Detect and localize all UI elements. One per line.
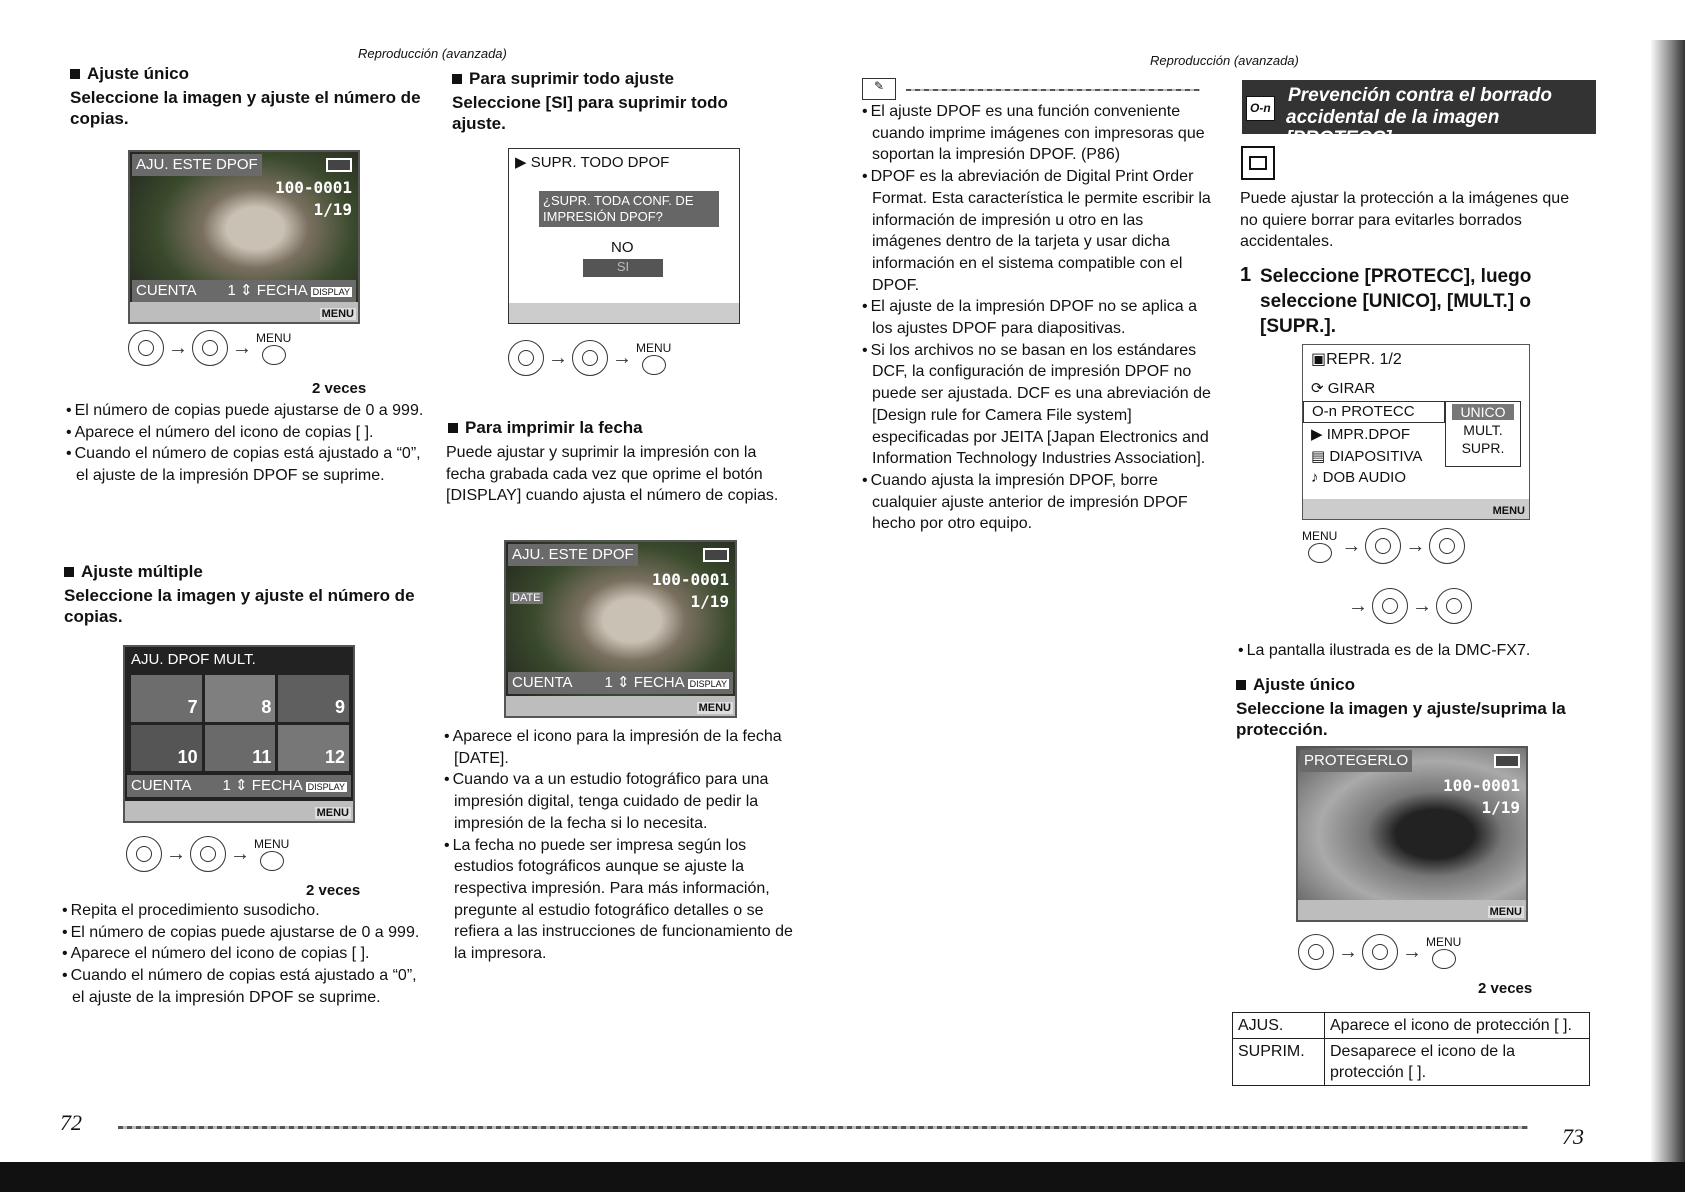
arrow-icon: → bbox=[548, 346, 568, 369]
menu-item-dpof[interactable]: ▶ IMPR.DPOF bbox=[1311, 426, 1411, 443]
cursor-pad-icon bbox=[1362, 934, 1398, 970]
bullet-item: • Cuando el número de copias está ajustado a “0”, el ajuste de la impresión DPOF se suprime. bbox=[64, 443, 424, 486]
arrow-icon: → bbox=[1402, 940, 1422, 963]
thumbnail: 9 bbox=[278, 675, 349, 722]
nav-sequence-2 bbox=[126, 836, 289, 872]
protection-table bbox=[1232, 1012, 1590, 1086]
table-key: AJUS. bbox=[1233, 1013, 1325, 1039]
nav-sequence-1 bbox=[128, 330, 291, 366]
table-key: SUPRIM. bbox=[1233, 1039, 1325, 1086]
arrow-icon: → bbox=[230, 842, 250, 865]
arrow-icon: → bbox=[612, 346, 632, 369]
camera-screen-protect bbox=[1296, 746, 1528, 922]
no-option[interactable]: NO bbox=[611, 239, 634, 256]
cursor-pad-icon bbox=[1365, 528, 1401, 564]
battery-icon bbox=[1494, 754, 1520, 768]
cursor-pad-icon bbox=[128, 330, 164, 366]
dashed-divider bbox=[906, 89, 1200, 91]
arrow-icon: → bbox=[168, 336, 188, 359]
arrow-icon: → bbox=[166, 842, 186, 865]
arrow-icon: → bbox=[1412, 594, 1432, 617]
banner-title-line1: Prevención contra el borrado bbox=[1288, 85, 1552, 106]
step-instruction: Seleccione [PROTECC], luego seleccione [UNICO], [MULT.] o [SUPR.]. bbox=[1260, 266, 1532, 337]
delete-all-heading: Para suprimir todo ajuste bbox=[452, 69, 674, 89]
protect-intro: Puede ajustar la protección a la imágenes que no quiere borrar para evitarles borrados accidentales. bbox=[1240, 190, 1570, 250]
bullet-item: • Si los archivos no se basan en los estándares DCF, la configuración de impresión DPOF no puede ser ajustada. DCF es una abreviación de [Design rule for Camera File system] especificadas por JEITA [Japan Electronics and Information Technology Industries Association]. bbox=[860, 340, 1212, 470]
protect-single-instruction: Seleccione la imagen y ajuste/suprima la protección. bbox=[1236, 699, 1566, 739]
screen-title: PROTEGERLO bbox=[1300, 750, 1412, 772]
bullet-item: • Cuando va a un estudio fotográfico para una impresión digital, tenga cuidado de pedir la impresión de la fecha si lo necesita. bbox=[442, 769, 798, 834]
file-counter: 100-0001 bbox=[1442, 776, 1520, 795]
cursor-pad-icon bbox=[192, 330, 228, 366]
key-icon: O-n bbox=[1312, 403, 1338, 420]
date-tag: DATE bbox=[512, 592, 541, 604]
print-date-heading: Para imprimir la fecha bbox=[448, 418, 643, 438]
bottom-scan-band bbox=[0, 1162, 1685, 1192]
menu-button-icon: MENU bbox=[1302, 530, 1337, 563]
repeat-count: 2 veces bbox=[306, 882, 361, 899]
menu-tag: MENU bbox=[1492, 505, 1525, 517]
bullet-item: • Cuando ajusta la impresión DPOF, borre cualquier ajuste anterior de impresión DPOF hecho por otro equipo. bbox=[860, 470, 1212, 535]
multiple-adjust-heading: Ajuste múltiple bbox=[64, 562, 203, 582]
page-number-right: 73 bbox=[1562, 1124, 1584, 1149]
square-bullet-icon bbox=[70, 69, 80, 79]
cursor-pad-icon bbox=[572, 340, 608, 376]
cursor-pad-icon bbox=[190, 836, 226, 872]
delete-all-instruction: Seleccione [SI] para suprimir todo ajuste. bbox=[452, 93, 728, 133]
image-fraction: 1/19 bbox=[1481, 798, 1520, 817]
bullet-item: • El número de copias puede ajustarse de 0 a 999. bbox=[60, 922, 420, 944]
menu-item-rotate[interactable]: ⟳ GIRAR bbox=[1311, 380, 1376, 397]
step-number: 1 bbox=[1240, 264, 1252, 286]
submenu bbox=[1445, 401, 1521, 467]
square-bullet-icon bbox=[448, 423, 458, 433]
footer-rule bbox=[118, 1126, 1528, 1129]
cursor-pad-icon bbox=[508, 340, 544, 376]
multiple-adjust-instruction: Seleccione la imagen y ajuste el número de copias. bbox=[64, 586, 415, 626]
running-header-left: Reproducción (avanzada) bbox=[358, 46, 507, 61]
bullet-list-1 bbox=[64, 400, 424, 487]
count-row: CUENTA 1 ⇕ FECHA DISPLAY bbox=[132, 280, 356, 302]
table-value: Aparece el icono de protección [ ]. bbox=[1325, 1013, 1590, 1039]
arrow-icon: → bbox=[1405, 534, 1426, 557]
bullet-item: • El número de copias puede ajustarse de 0 a 999. bbox=[64, 400, 424, 422]
image-fraction: 1/19 bbox=[690, 592, 729, 611]
screen-title: AJU. ESTE DPOF bbox=[132, 154, 262, 176]
bullet-list-3 bbox=[442, 726, 798, 965]
count-row: CUENTA 1 ⇕ FECHA DISPLAY bbox=[127, 775, 351, 797]
protect-key-icon: O-n bbox=[1246, 96, 1275, 121]
bullet-item: • DPOF es la abreviación de Digital Print Order Format. Esta característica le permite escribir la información de impresión u otro en las imágenes dentro de la tarjeta y usar dicha información en el sistema compatible con el DPOF. bbox=[860, 166, 1212, 296]
battery-icon bbox=[326, 158, 352, 172]
protect-single-heading: Ajuste único bbox=[1236, 675, 1355, 695]
print-date-body: Puede ajustar y suprimir la impresión con la fecha grabada cada vez que oprime el botón [DISPLAY] cuando ajusta el número de copias. bbox=[446, 444, 779, 504]
thumbnail: 11 bbox=[205, 725, 276, 772]
nav-sequence-4b bbox=[1344, 588, 1472, 624]
cursor-pad-icon bbox=[126, 836, 162, 872]
thumbnail: 8 bbox=[205, 675, 276, 722]
yes-option[interactable]: SI bbox=[583, 259, 663, 277]
banner-title-line2: accidental de la imagen [PROTECC] bbox=[1286, 107, 1500, 149]
menu-item-audio[interactable]: ♪ DOB AUDIO bbox=[1311, 469, 1407, 486]
arrow-icon: → bbox=[1341, 534, 1362, 557]
menu-button-icon: MENU bbox=[256, 332, 291, 365]
screen-title: AJU. DPOF MULT. bbox=[127, 649, 260, 671]
menu-button-icon: MENU bbox=[636, 342, 671, 375]
right-scan-edge bbox=[1650, 40, 1685, 1162]
option-delete[interactable]: SUPR. bbox=[1461, 440, 1505, 456]
square-bullet-icon bbox=[64, 567, 74, 577]
cursor-pad-icon bbox=[1298, 934, 1334, 970]
thumbnail: 12 bbox=[278, 725, 349, 772]
table-row bbox=[1233, 1039, 1590, 1086]
square-bullet-icon bbox=[452, 74, 462, 84]
dialog-title: ▶ SUPR. TODO DPOF bbox=[515, 154, 670, 171]
bullet-item: • El ajuste DPOF es una función conveniente cuando imprime imágenes con impresoras que soportan la impresión DPOF. (P86) bbox=[860, 101, 1212, 166]
file-counter: 100-0001 bbox=[651, 570, 729, 589]
bullet-item: • Cuando el número de copias está ajustado a “0”, el ajuste de la impresión DPOF se suprime. bbox=[60, 965, 420, 1008]
menu-tag: MENU bbox=[698, 702, 731, 714]
repeat-count: 2 veces bbox=[312, 380, 367, 397]
table-row bbox=[1233, 1013, 1590, 1039]
square-bullet-icon bbox=[1236, 680, 1246, 690]
option-single[interactable]: UNICO bbox=[1452, 404, 1514, 420]
menu-header: ▣REPR. 1/2 bbox=[1311, 351, 1402, 368]
photo-preview bbox=[1298, 748, 1526, 920]
page-number-left: 72 bbox=[60, 1110, 82, 1135]
file-counter: 100-0001 bbox=[274, 178, 352, 197]
camera-screen-date bbox=[504, 540, 737, 718]
running-header-right: Reproducción (avanzada) bbox=[1150, 53, 1299, 68]
dialog-question: ¿SUPR. TODA CONF. DE IMPRESIÓN DPOF? bbox=[539, 191, 719, 227]
battery-icon bbox=[703, 548, 729, 562]
screen-title: AJU. ESTE DPOF bbox=[508, 544, 638, 566]
cursor-pad-icon bbox=[1372, 588, 1408, 624]
image-fraction: 1/19 bbox=[313, 200, 352, 219]
arrow-icon: → bbox=[1348, 594, 1368, 617]
bullet-item: • La fecha no puede ser impresa según los estudios fotográficos aunque se ajuste la respectiva impresión. Para más información, pregunte al estudio fotográfico detalles o se refiera a las instrucciones de funcionamiento de la impresora. bbox=[442, 835, 798, 965]
thumbnail: 10 bbox=[131, 725, 202, 772]
screen-note bbox=[1236, 640, 1596, 662]
menu-tag: MENU bbox=[1489, 906, 1522, 918]
bullet-item: • Aparece el icono para la impresión de la fecha [DATE]. bbox=[442, 726, 798, 769]
cursor-pad-icon bbox=[1429, 528, 1465, 564]
arrow-icon: → bbox=[1338, 940, 1358, 963]
single-adjust-heading: Ajuste único bbox=[70, 64, 189, 84]
menu-button-icon: MENU bbox=[254, 838, 289, 871]
bullet-item: • Repita el procedimiento susodicho. bbox=[60, 900, 420, 922]
menu-item-protect[interactable]: O-n PROTECC bbox=[1303, 401, 1445, 423]
thumbnail-grid bbox=[131, 675, 349, 771]
bullet-item: • El ajuste de la impresión DPOF no se aplica a los ajustes DPOF para diapositivas. bbox=[860, 296, 1212, 339]
menu-tag: MENU bbox=[321, 308, 354, 320]
menu-item-slideshow[interactable]: ▤ DIAPOSITIVA bbox=[1311, 448, 1423, 465]
bullet-item: • Aparece el número del icono de copias [ ]. bbox=[60, 943, 420, 965]
nav-sequence-4a bbox=[1302, 528, 1465, 564]
arrow-icon: → bbox=[232, 336, 252, 359]
nav-sequence-3 bbox=[508, 340, 671, 376]
single-adjust-instruction: Seleccione la imagen y ajuste el número de copias. bbox=[70, 88, 421, 128]
bullet-item: • Aparece el número del icono de copias [ ]. bbox=[64, 422, 424, 444]
repeat-count: 2 veces bbox=[1478, 980, 1533, 997]
delete-dpof-dialog bbox=[508, 148, 740, 324]
nav-sequence-5 bbox=[1298, 934, 1461, 970]
option-multi[interactable]: MULT. bbox=[1463, 422, 1503, 438]
table-value: Desaparece el icono de la protección [ ]. bbox=[1325, 1039, 1590, 1086]
camera-screen-multiple bbox=[123, 645, 355, 823]
notes-list bbox=[860, 101, 1212, 535]
section-banner bbox=[1242, 80, 1596, 149]
bullet-item: • La pantalla ilustrada es de la DMC-FX7. bbox=[1236, 640, 1596, 662]
count-row: CUENTA 1 ⇕ FECHA DISPLAY bbox=[508, 672, 733, 694]
playback-mode-icon bbox=[1241, 146, 1275, 180]
thumbnail: 7 bbox=[131, 675, 202, 722]
menu-button-icon: MENU bbox=[1426, 936, 1461, 969]
bullet-list-2 bbox=[60, 900, 420, 1009]
cursor-pad-icon bbox=[1436, 588, 1472, 624]
camera-screen-single bbox=[128, 150, 360, 324]
menu-tag: MENU bbox=[316, 807, 349, 819]
playback-menu bbox=[1302, 344, 1530, 520]
note-icon: ✎ bbox=[862, 78, 896, 100]
